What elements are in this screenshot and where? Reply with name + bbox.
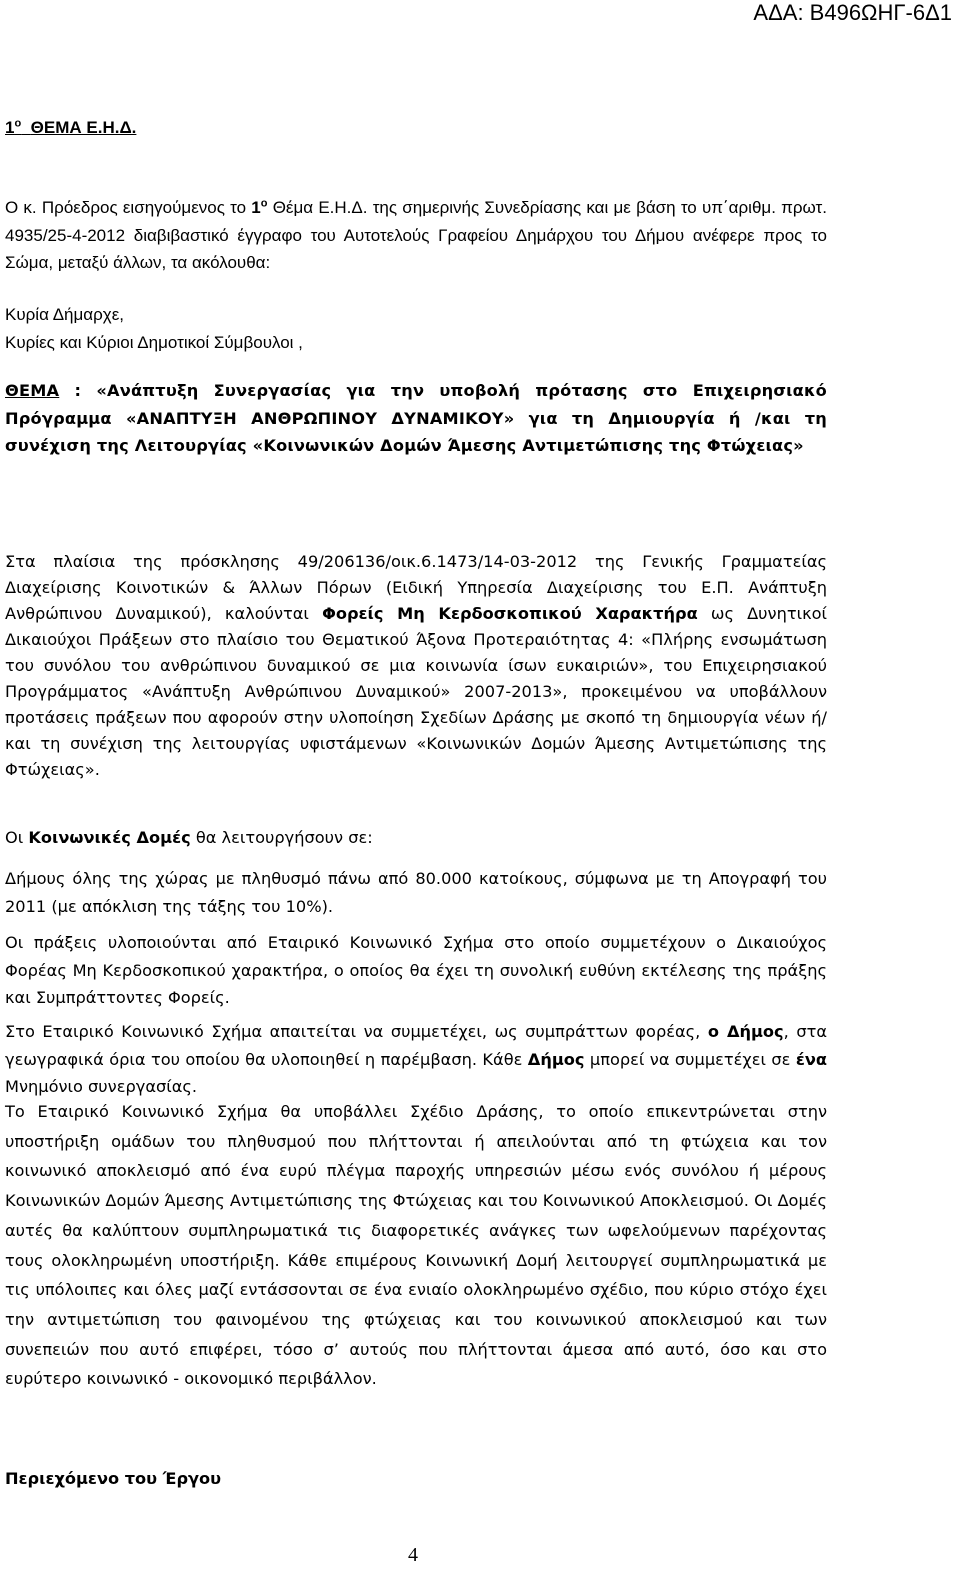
call-text-c: ως Δυνητικοί Δικαιούχοι Πράξεων στο πλαίσιο του Θεματικού Άξονα Προτεραιότητας 4: «Πλήρης ενσωμάτωση του συνόλου του ανθρώπινου δυναμικού σε μια κοινωνία ίσων ευκαιριών», του Επιχειρησιακού Προγράμματος «Ανάπτυξη Ανθρώπινου Δυναμικού» 2007-2013», προκειμένου να υποβάλλουν προτάσεις πράξεων που αφορούν στην υλοποίηση Σχεδίων Δράσης με σκοπό τη δημιουργία νέων ή/και τη συνέχιση της λειτουργίας υφιστάμενων «Κοινωνικών Δομών Άμεσης Αντιμετώπισης της Φτώχειας». <box>5 604 827 779</box>
subject-text: : «Ανάπτυξη Συνεργασίας για την υποβολή πρότασης στο Επιχειρησιακό Πρόγραμμα «ΑΝΑΠΤΥΞΗ ΑΝΘΡΩΠΙΝΟΥ ΔΥΝΑΜΙΚΟΥ» για τη Δημιουργία ή /και τη συνέχιση της Λειτουργίας «Κοινωνικών Δομών Άμεσης Αντιμετώπισης της Φτώχειας» <box>5 381 827 455</box>
title-number: 1 <box>5 118 15 137</box>
partnership-text-a: Στο Εταιρικό Κοινωνικό Σχήμα απαιτείται να συμμετέχει, ως συμπράττων φορέας, <box>5 1022 708 1041</box>
partnership-text-c: , στα γεωγραφικά όρια του οποίου θα υλοποιηθεί η παρέμβαση. Κάθε <box>5 1022 828 1069</box>
partnership-text-e: μπορεί να συμμετέχει σε <box>584 1049 796 1069</box>
title-ordinal: ο <box>14 117 22 130</box>
action-plan-paragraph: Το Εταιρικό Κοινωνικό Σχήμα θα υποβάλλει Σχέδιο Δράσης, το οποίο επικεντρώνεται στην υποστήριξη ομάδων του πληθυσμού που πλήττονται ή απειλούνται από τη φτώχεια και τον κοινωνικό αποκλεισμό από ένα ευρύ πλέγμα παροχής υπηρεσιών μέσω ενός συνόλου ή μέρους Κοινωνικών Δομών Άμεσης Αντιμετώπισης της Φτώχειας και του Κοινωνικού Αποκλεισμού. Οι Δομές αυτές θα καλύπτουν συμπληρωματικά τις διαφορετικές ανάγκες των ωφελούμενων παρέχοντας τους ολοκληρωμένη υποστήριξη. Κάθε επιμέρους Κοινωνική Δομή λειτουργεί συμπληρωματικά με τις υπόλοιπες και όλες μαζί εντάσσονται σε ένα ενιαίο ολοκληρωμένο σχέδιο, που κύριο στόχο έχει την αντιμετώπιση του φαινομένου της φτώχειας και του κοινωνικού αποκλεισμού και των συνεπειών που αυτό επιφέρει, τόσο σ’ αυτούς που πλήττονται άμεσα από αυτό, όσο και στο ευρύτερο κοινωνικό - οικονομικό περιβάλλον. <box>5 1102 827 1389</box>
agenda-item-title <box>5 118 136 138</box>
intro-paragraph <box>5 194 827 277</box>
partnership-bold-each: Δήμος <box>527 1049 585 1069</box>
subject-label: ΘΕΜΑ <box>5 381 60 400</box>
partnership-bold-one: ένα <box>795 1049 827 1069</box>
call-text-a: Στα πλαίσια της πρόσκλησης 49/206136/οικ.6.1473/14-03-2012 της Γενικής Γραμματείας Διαχείρισης Κοινοτικών & Άλλων Πόρων (Ειδική Υπηρεσία Διαχείρισης του Ε.Π. Ανάπτυξη Ανθρώπινου Δυναμικού), καλούνται <box>5 552 827 623</box>
section-heading: Περιεχόμενο του Έργου <box>5 1469 222 1488</box>
page-number: 4 <box>408 1544 418 1566</box>
title-text: ΘΕΜΑ Ε.Η.Δ. <box>30 118 137 137</box>
subject-paragraph <box>5 377 827 460</box>
municipalities-paragraph: Δήμους όλης της χώρας με πληθυσμό πάνω από 80.000 κατοίκους, σύμφωνα με τη Απογραφή του 2011 (με απόκλιση της τάξης του 10%). <box>5 869 827 916</box>
structures-text-c: θα λειτουργήσουν σε: <box>190 828 373 847</box>
actions-paragraph: Οι πράξεις υλοποιούνται από Εταιρικό Κοινωνικό Σχήμα στο οποίο συμμετέχουν ο Δικαιούχος Φορέας Μη Κερδοσκοπικού χαρακτήρα, ο οποίος θα έχει τη συνολική ευθύνη εκτέλεσης της πράξης και Συμπράττοντες Φορείς. <box>5 933 827 1008</box>
ada-code: ΑΔΑ: Β496ΩΗΓ-6Δ1 <box>753 0 952 25</box>
partnership-text-g: Μνημόνιο συνεργασίας. <box>5 1077 198 1097</box>
partnership-paragraph <box>5 1018 827 1101</box>
call-bold-entities: Φορείς Μη Κερδοσκοπικού Χαρακτήρα <box>322 604 698 623</box>
structures-text-a: Οι <box>5 828 29 847</box>
partnership-bold-municipality: ο Δήμος <box>707 1022 784 1041</box>
structures-paragraph <box>5 825 827 851</box>
greeting-line-2: Κυρίες και Κύριοι Δημοτικοί Σύμβουλοι , <box>5 332 303 352</box>
call-paragraph <box>5 549 827 783</box>
structures-bold: Κοινωνικές Δομές <box>28 828 191 847</box>
greeting <box>5 301 827 356</box>
intro-text-rest: Θέμα Ε.Η.Δ. της σημερινής Συνεδρίασης και με βάση το υπ΄αριθμ. πρωτ. 4935/25-4-2012 διαβιβαστικό έγγραφο του Αυτοτελούς Γραφείου Δημάρχου του Δήμου ανέφερε προς το Σώμα, μεταξύ άλλων, τα ακόλουθα: <box>5 198 827 273</box>
greeting-line-1: Κυρία Δήμαρχε, <box>5 305 125 324</box>
intro-text-start: Ο κ. Πρόεδρος εισηγούμενος το <box>5 198 252 217</box>
intro-item-ordinal: ο <box>260 197 268 210</box>
intro-item-number: 1 <box>251 198 261 217</box>
